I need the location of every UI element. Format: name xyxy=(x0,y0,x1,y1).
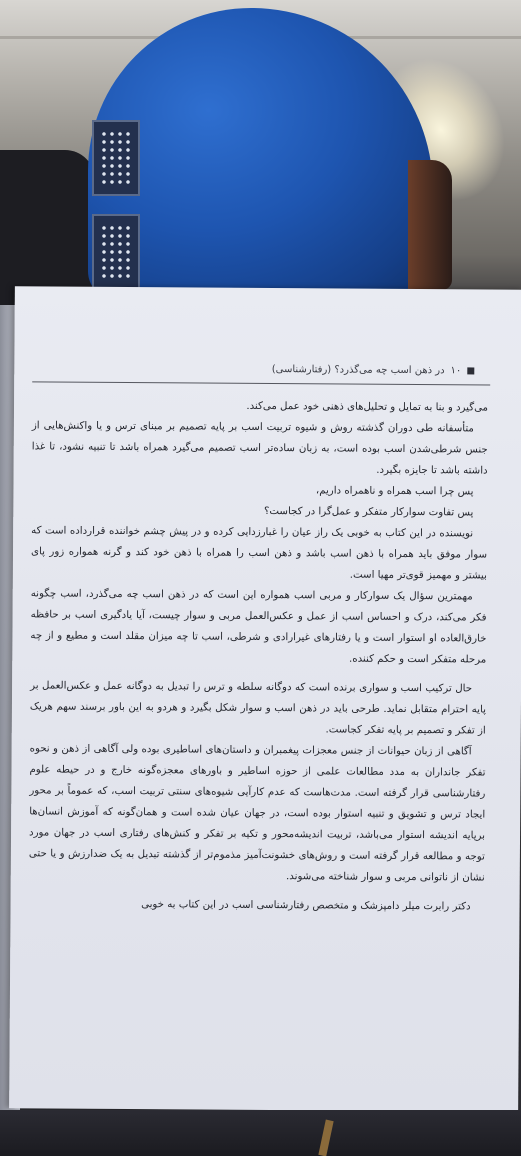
paragraph: دکتر رابرت میلر دامپزشک و متخصص رفتارشناسی اسب در این کتاب به خوبی xyxy=(141,899,471,913)
paragraph: حال ترکیب اسب و سواری برنده است که دوگانه سلطه و ترس را تبدیل به دوگانه عمل و عکس‌العمل بر پایه احترام متقابل نماید. طرحی باید در ذهن اسب و سوار شکل بگیرد و هردو به این باور برسند سهم هریک از تفکر و تصمیم بر پایه تفکر کجاست. xyxy=(29,680,486,737)
headrest-label-patch xyxy=(92,214,140,290)
paragraph: متأسفانه طی دوران گذشته روش و شیوه تربیت اسب بر پایه تصمیم بر مبنای ترس و یا واکنش‌هایی از جنس شرطی‌شدن اسب بوده است، به زبان ساده‌تر اسب تصمیم می‌گیرد همراه باشد تا تنبیه نشود، تا غذا داشته باشد تا جایزه بگیرد. xyxy=(31,420,488,477)
headrest-side-edge xyxy=(408,160,452,290)
paragraph: نویسنده در این کتاب به خوبی یک راز عیان را غبارزدایی کرده و در پیش چشم خواننده قرارداده است که سوار موفق باید همراه با ذهن اسب باشد و ذهن اسب را همراه با ذهن خود کند و گرنه همواره زور پای بیشتر و مهمیز قوی‌تر مهیا است. xyxy=(30,525,488,582)
paragraph: پس چرا اسب همراه و ناهمراه داریم، xyxy=(315,485,474,498)
headrest-label-patch xyxy=(92,120,140,196)
paragraph: مهمترین سؤال یک سوارکار و مربی اسب همواره این است که در ذهن اسب چه می‌گذرد، اسب چگونه فکر می‌کند، درک و احساس اسب از عمل و عکس‌العمل مربی و سوار چیست، آیا یادگیری اسب بر حافظه خارق‌العاده او استوار است و یا رفتارهای غیرارادی و شرطی، اسب تا چه میزان مقلد است و مطیع و از چه مرحله متفکر است و حکم کننده. xyxy=(30,588,487,666)
paragraph: می‌گیرد و بنا به تمایل و تحلیل‌های ذهنی خود عمل می‌کند. xyxy=(246,400,489,414)
running-header xyxy=(269,361,474,378)
paragraph: آگاهی از زبان حیوانات از جنس معجزات پیغمبران و داستان‌های اساطیری بوده ولی آگاهی از ذهن و نحوه تفکر جانداران به مدد مطالعات علمی از حوزه اساطیر و باورهای معجزه‌گونه خارج و در حیطه علوم رفتارشناسی قرار گرفته است. مدت‌هاست که عدم کارآیی شیوه‌های سنتی تربیت اسب، که عموماً بر محور ایجاد ترس و تشویق و تنبیه استوار بوده است، در جهان عیان شده است و همان‌گونه که آموزش انسان‌ها برپایه اندیشه استوار می‌باشد، تربیت اندیشه‌محور و تکیه بر تفکر و کنش‌های رفتاری اسب در جهان مورد توجه و مطالعه قرار گرفته است و روش‌های خشونت‌آمیز مذموم‌تر از گذشته تبدیل به یک ضدارزش و یا حتی نشان از ناتوانی مربی و سوار شناخته می‌شوند. xyxy=(28,743,486,884)
page-body-text xyxy=(28,394,488,917)
lap-shadow xyxy=(0,1110,521,1156)
running-title: در ذهن اسب چه می‌گذرد؟ (رفتارشناسی) xyxy=(271,363,445,376)
header-rule xyxy=(32,381,490,385)
paragraph: پس تفاوت سوارکار متفکر و عمل‌گرا در کجاست؟ xyxy=(263,505,474,519)
header-square-icon xyxy=(467,367,474,374)
book-page xyxy=(9,286,521,1112)
page-number: ۱۰ xyxy=(450,364,462,376)
